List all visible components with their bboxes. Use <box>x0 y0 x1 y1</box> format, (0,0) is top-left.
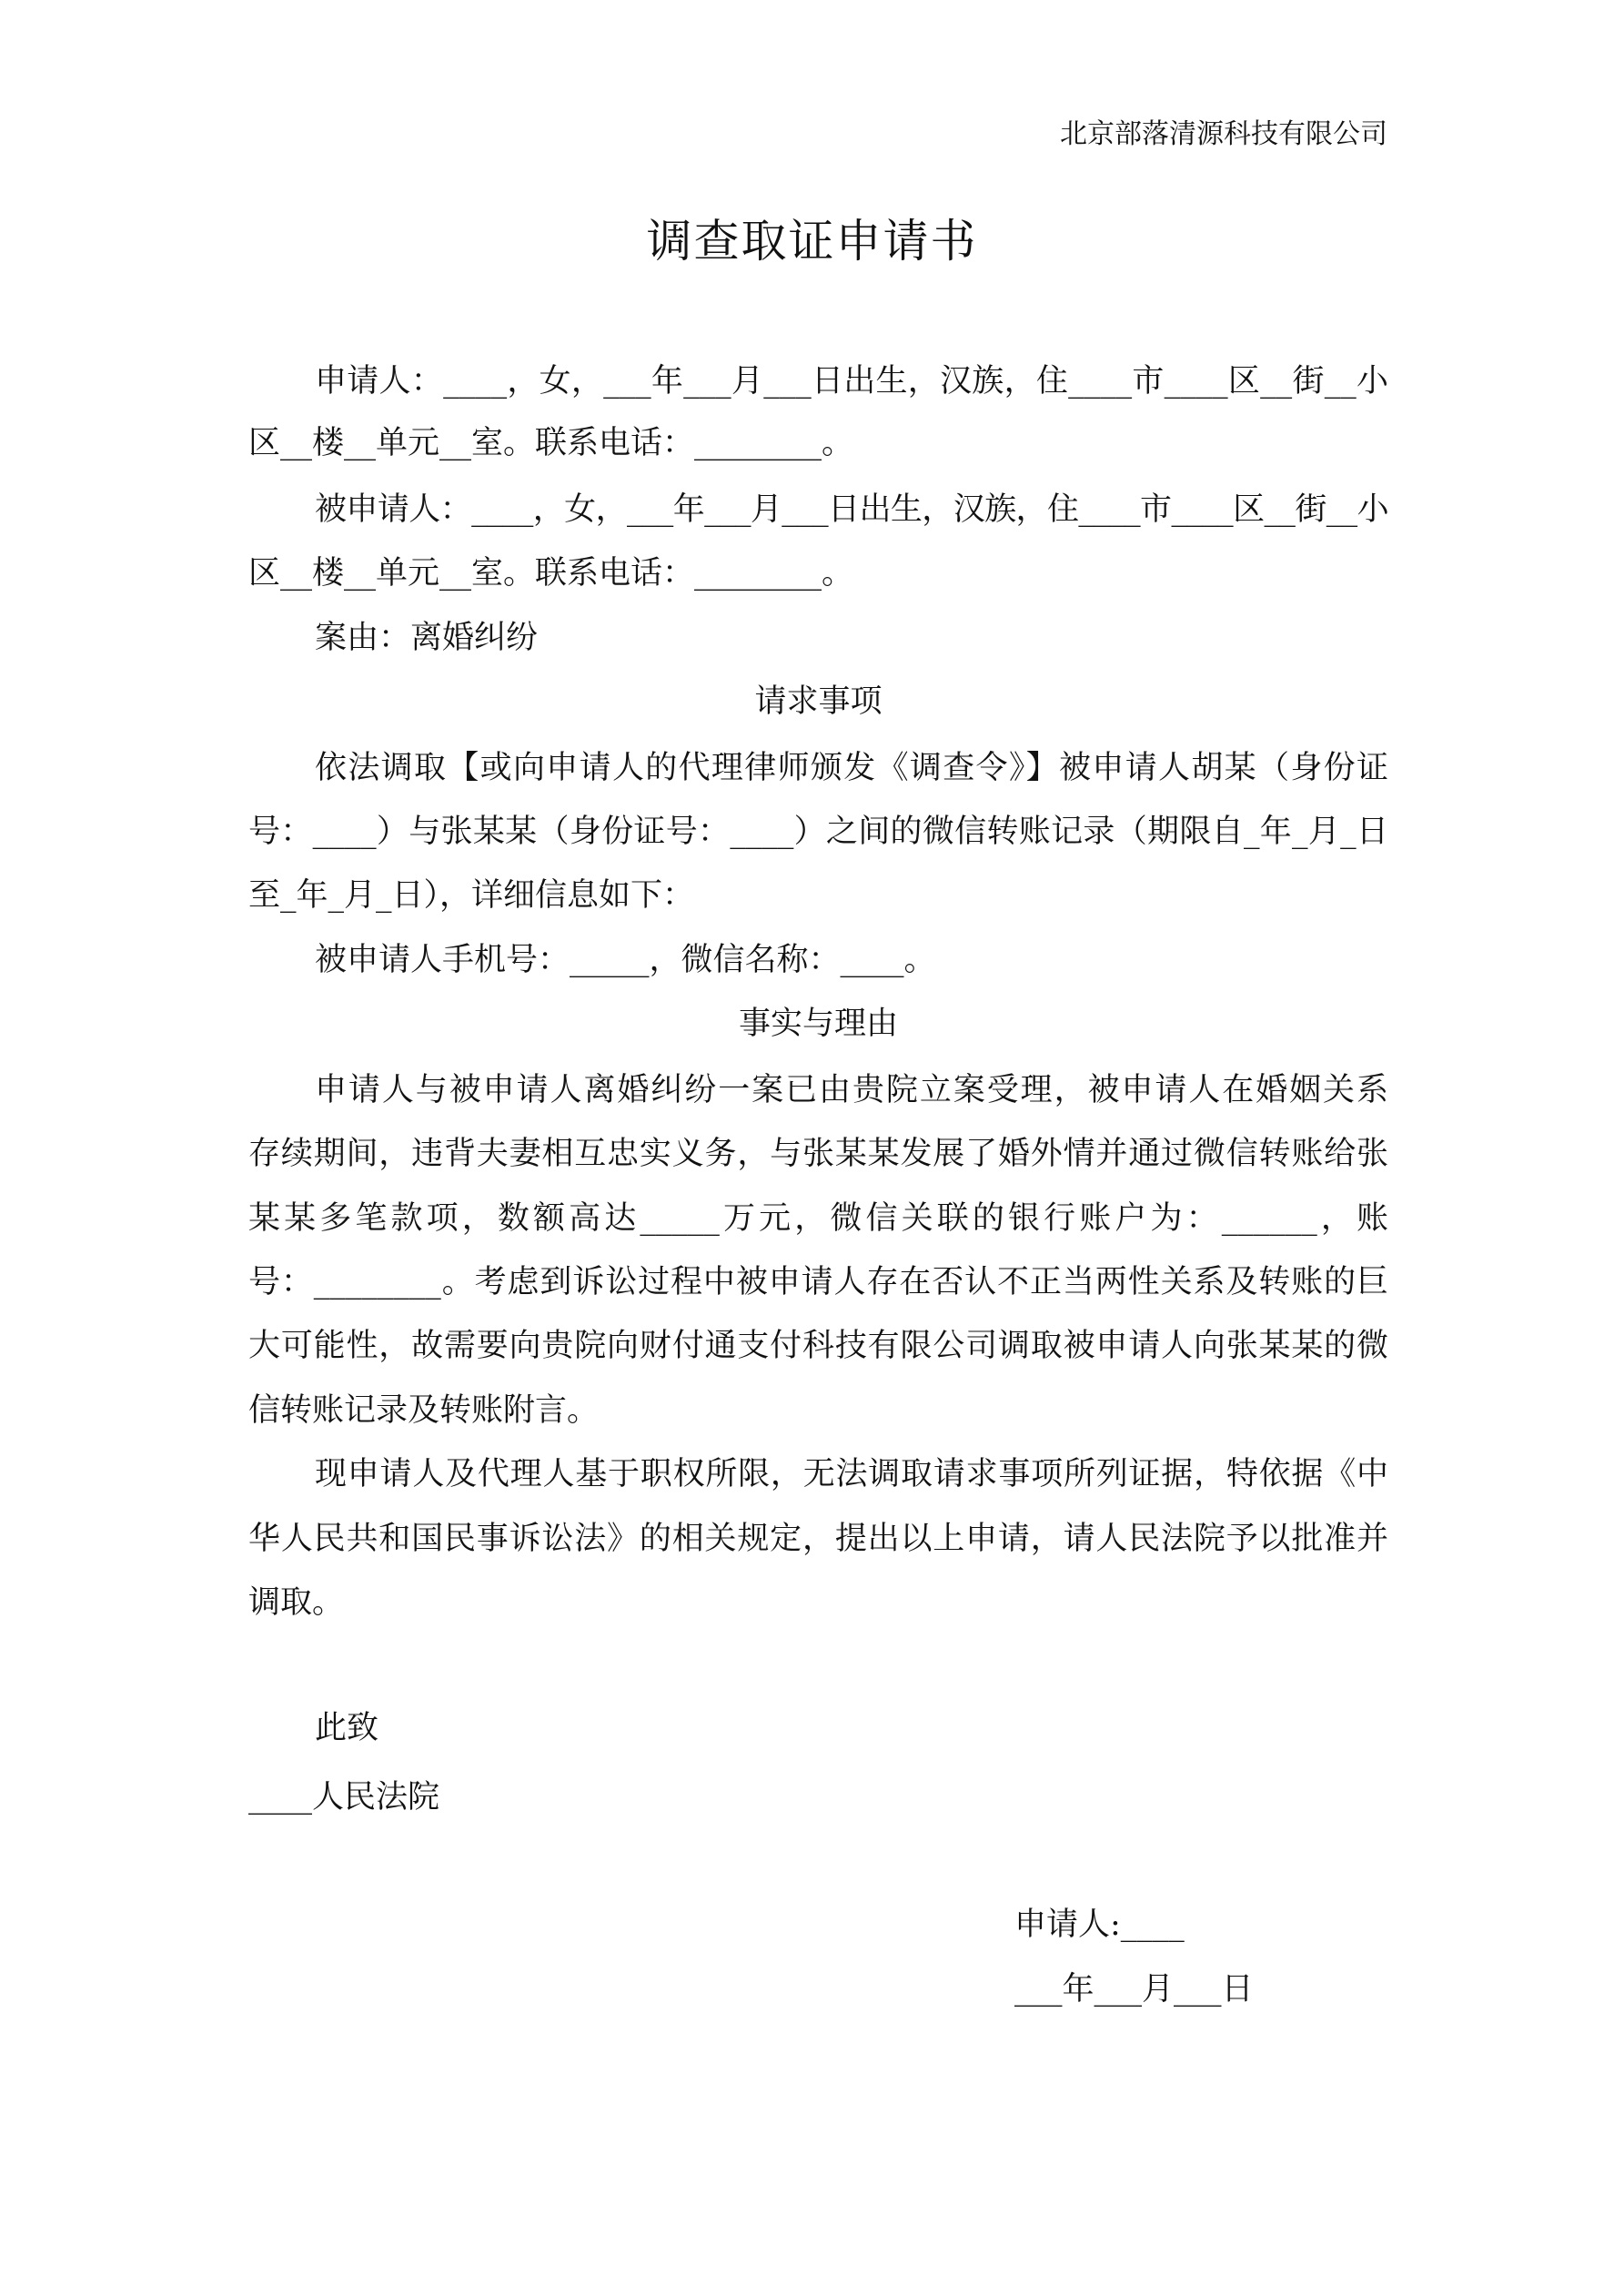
signature-applicant: 申请人:____ <box>1014 1907 1185 1943</box>
section-heading-requests: 请求事项 <box>754 683 883 720</box>
legal-basis-line: 调取。 <box>248 1584 345 1621</box>
respondent-contact-line: 被申请人手机号：_____，微信名称：____。 <box>315 942 936 978</box>
salutation: 此致 <box>315 1710 379 1746</box>
applicant-line: 申请人：____，女，___年___月___日出生，汉族，住____市____区__街__小 <box>315 363 1388 400</box>
respondent-line: 被申请人：____，女，___年___月___日出生，汉族，住____市____区__街__小 <box>315 491 1388 528</box>
request-line: 依法调取【或向申请人的代理律师颁发《调查令》】被申请人胡某（身份证 <box>315 750 1388 786</box>
legal-basis-line: 华人民共和国民事诉讼法》的相关规定，提出以上申请，请人民法院予以批准并 <box>248 1521 1388 1557</box>
facts-line: 信转账记录及转账附言。 <box>248 1392 600 1429</box>
applicant-line: 区__楼__单元__室。联系电话：________。 <box>248 425 854 461</box>
court-name: ____人民法院 <box>248 1779 440 1816</box>
respondent-line: 区__楼__单元__室。联系电话：________。 <box>248 555 854 592</box>
facts-line: 某某多笔款项，数额高达_____万元，微信关联的银行账户为：______，账 <box>248 1200 1388 1237</box>
facts-line: 存续期间，违背夫妻相互忠实义务，与张某某发展了婚外情并通过微信转账给张 <box>248 1136 1388 1172</box>
facts-line: 大可能性，故需要向贵院向财付通支付科技有限公司调取被申请人向张某某的微 <box>248 1328 1388 1364</box>
company-name: 北京部落清源科技有限公司 <box>1060 118 1387 150</box>
facts-line: 号：________。考虑到诉讼过程中被申请人存在否认不正当两性关系及转账的巨 <box>248 1264 1388 1300</box>
request-line: 号：____）与张某某（身份证号：____）之间的微信转账记录（期限自_年_月_日 <box>248 814 1388 850</box>
legal-basis-line: 现申请人及代理人基于职权所限，无法调取请求事项所列证据，特依据《中 <box>315 1456 1388 1492</box>
facts-line: 申请人与被申请人离婚纠纷一案已由贵院立案受理，被申请人在婚姻关系 <box>315 1072 1388 1108</box>
request-line: 至_年_月_日），详细信息如下： <box>248 877 695 914</box>
signature-date: ___年___月___日 <box>1014 1971 1254 2008</box>
document-title: 调查取证申请书 <box>646 215 978 268</box>
case-cause: 案由：离婚纠纷 <box>315 620 539 656</box>
section-heading-facts: 事实与理由 <box>738 1006 898 1042</box>
